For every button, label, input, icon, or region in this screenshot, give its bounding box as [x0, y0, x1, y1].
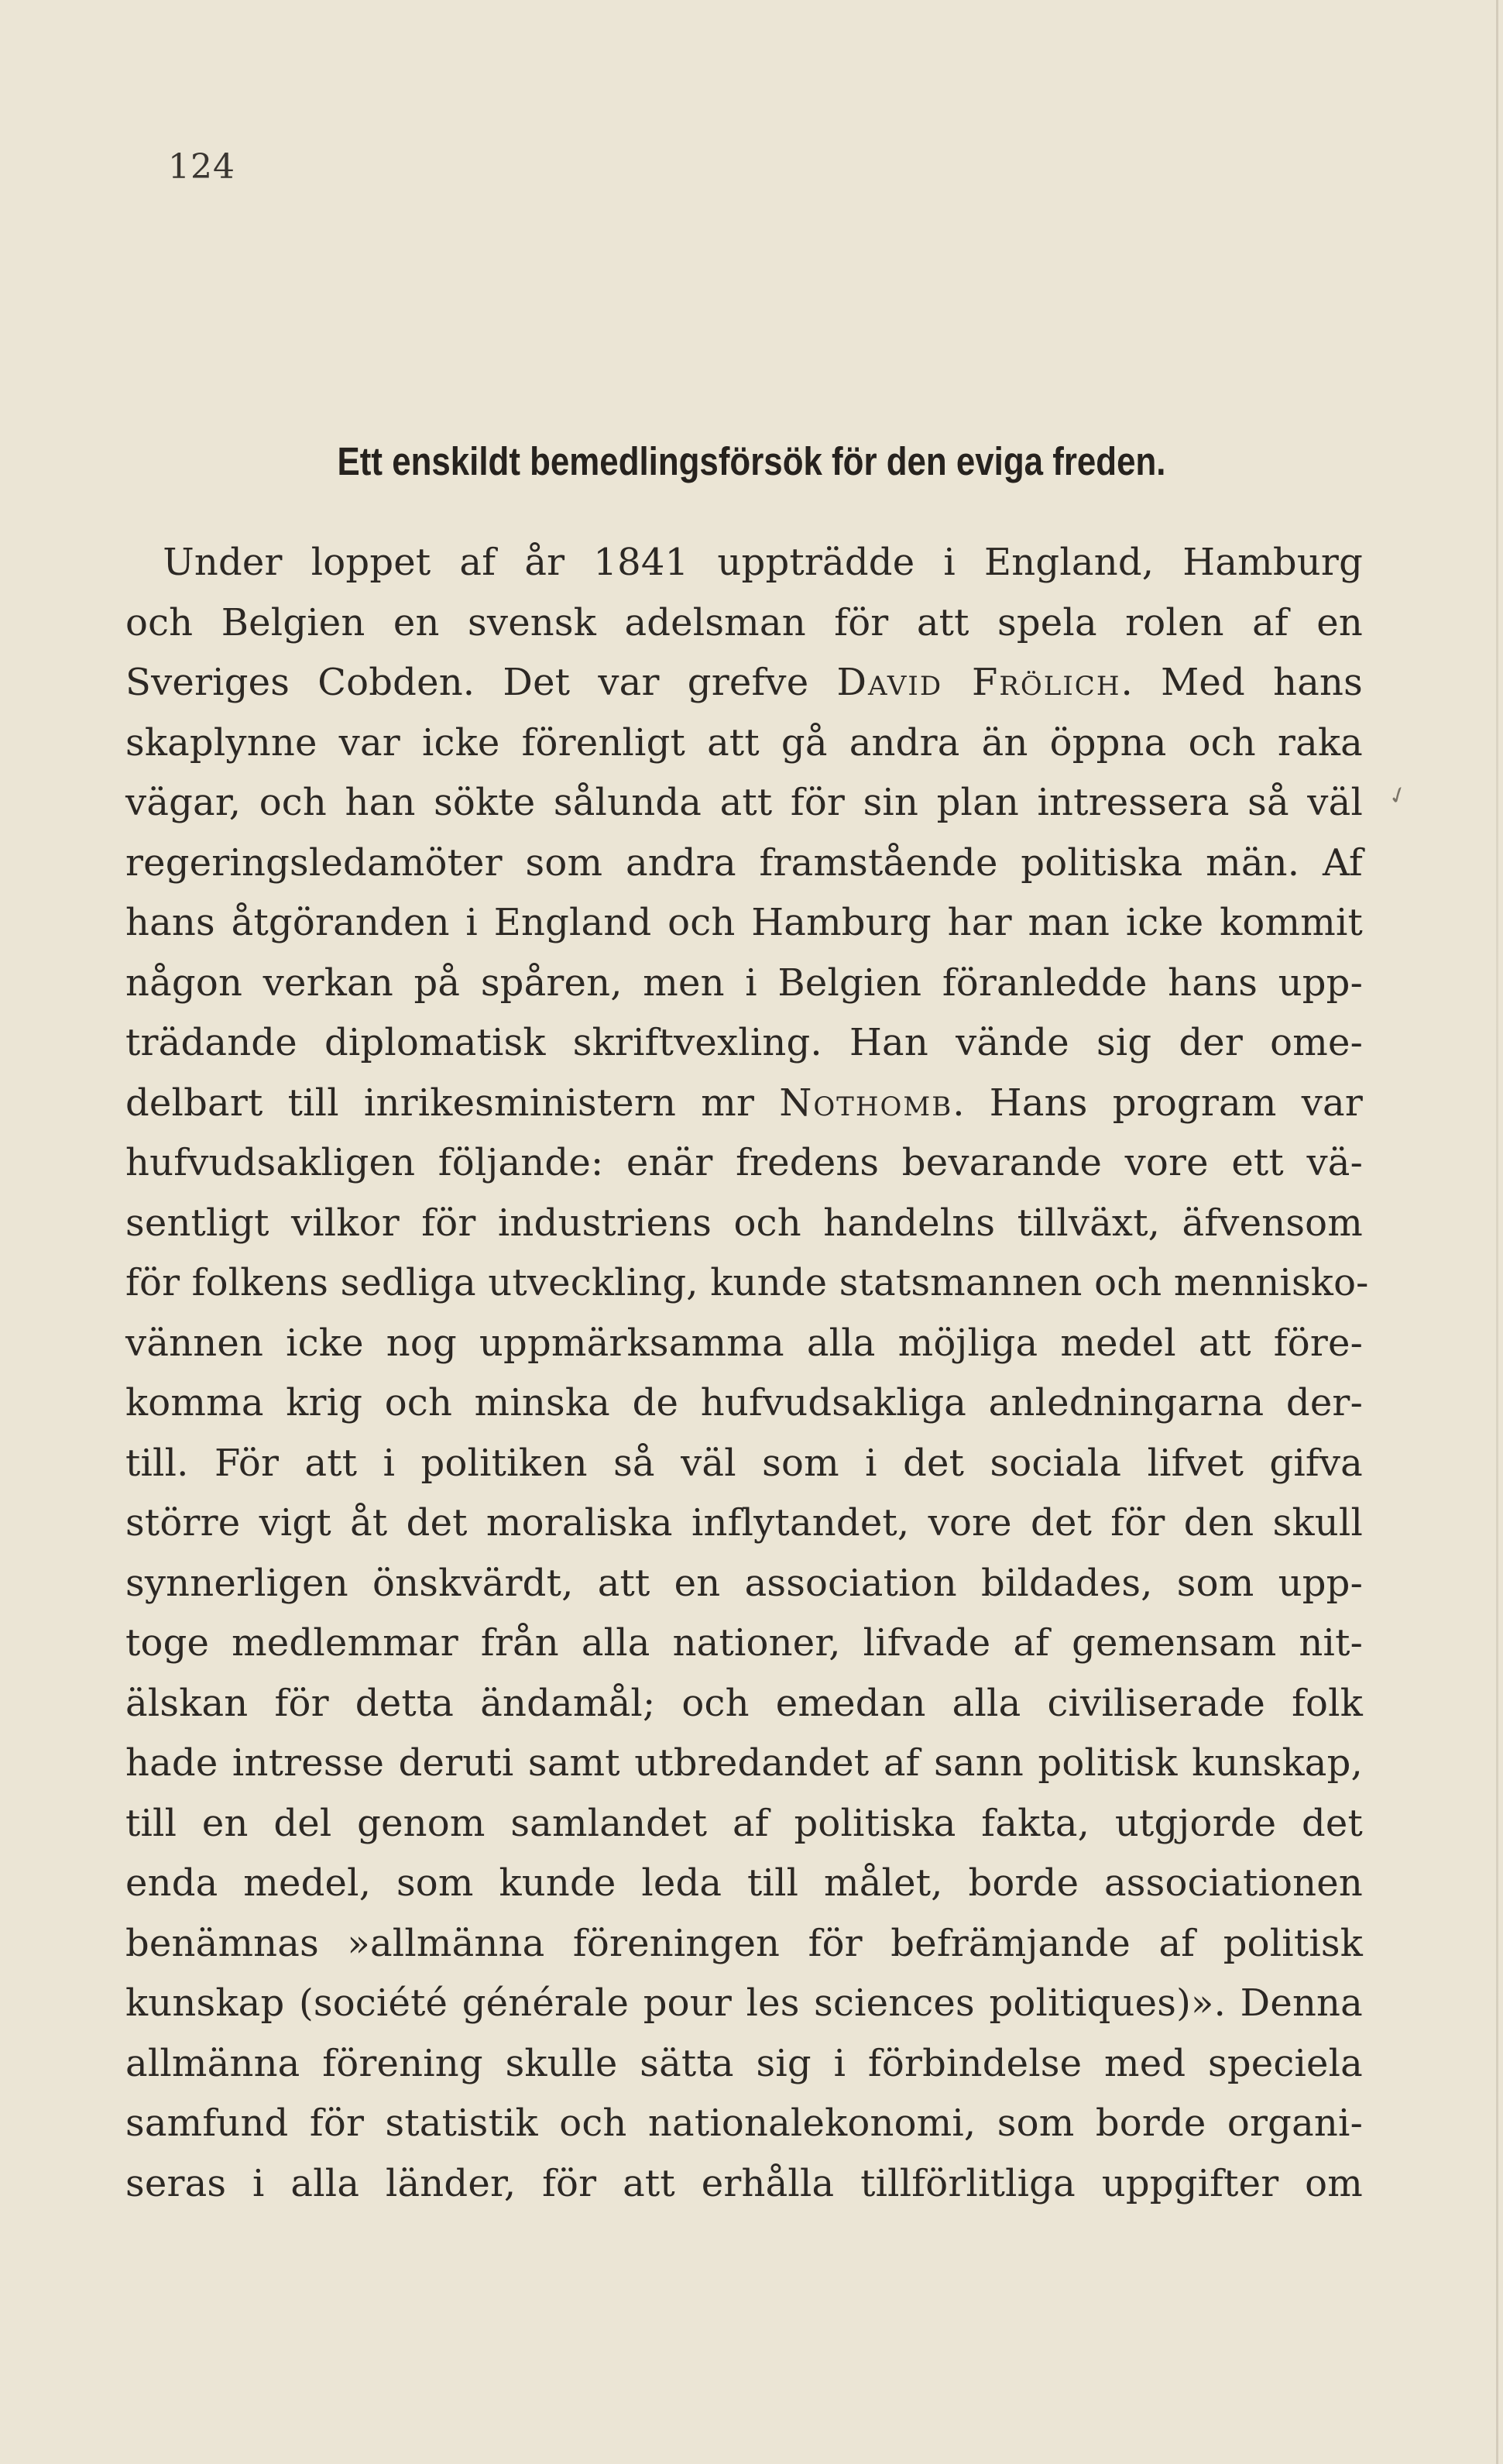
text-segment: vännen icke nog uppmärksamma alla möjliga medel att före- — [125, 1321, 1363, 1365]
text-segment: samfund för statistik och nationalekonomi, som borde organi- — [125, 2101, 1363, 2145]
text-segment: regeringsledamöter som andra framstående politiska män. Af — [125, 840, 1363, 885]
text-segment: större vigt åt det moraliska inflytandet, vore det för den skull — [125, 1501, 1363, 1545]
text-segment: . Med hans — [1120, 661, 1363, 704]
text-line — [125, 1613, 1363, 1674]
text-line — [125, 1674, 1363, 1734]
text-segment: till en del genom samlandet af politiska fakta, utgjorde det — [125, 1801, 1363, 1845]
text-line — [125, 954, 1363, 1014]
text-line — [125, 1013, 1363, 1074]
text-segment: allmänna förening skulle sätta sig i förbindelse med speciela — [125, 2041, 1363, 2085]
text-segment: för folkens sedliga utveckling, kunde statsmannen och mennisko- — [125, 1261, 1369, 1304]
text-segment: älskan för detta ändamål; och emedan alla civiliserade folk — [125, 1681, 1363, 1725]
small-caps-name: David Frölich — [836, 661, 1121, 704]
text-line — [125, 1194, 1363, 1254]
chapter-heading: Ett enskildt bemedlingsförsök för den eviga freden. — [337, 439, 1166, 483]
text-segment: hufvudsakligen följande: enär fredens bevarande vore ett vä- — [125, 1141, 1363, 1184]
text-segment: hade intresse deruti samt utbredandet af sann politisk kunskap, — [125, 1741, 1363, 1785]
text-line — [125, 1914, 1363, 1974]
text-segment: enda medel, som kunde leda till målet, borde associationen — [125, 1861, 1363, 1905]
small-caps-name: Nothomb — [779, 1081, 953, 1125]
text-line — [125, 833, 1363, 894]
text-line — [125, 1974, 1363, 2034]
text-segment: Sveriges Cobden. Det var grefve — [125, 661, 837, 704]
text-segment: trädande diplomatisk skriftvexling. Han vände sig der ome- — [125, 1021, 1363, 1064]
text-line — [125, 1854, 1363, 1914]
text-line — [125, 1373, 1363, 1434]
text-line — [125, 1734, 1363, 1794]
text-segment: kunskap (société générale pour les sciences politiques)». Denna — [125, 1981, 1363, 2025]
text-line — [125, 1493, 1363, 1554]
text-segment: seras i alla länder, för att erhålla tillförlitliga uppgifter om — [125, 2161, 1363, 2205]
text-line — [125, 533, 1363, 593]
text-segment: någon verkan på spåren, men i Belgien föranledde hans upp- — [125, 961, 1363, 1005]
text-line — [125, 1794, 1363, 1854]
text-line — [125, 773, 1363, 833]
text-line — [125, 2154, 1363, 2215]
text-segment: toge medlemmar från alla nationer, lifvade af gemensam nit- — [125, 1621, 1363, 1665]
text-segment: synnerligen önskvärdt, att en association bildades, som upp- — [125, 1561, 1363, 1605]
text-segment: komma krig och minska de hufvudsakliga anledningarna der- — [125, 1381, 1363, 1424]
text-line — [125, 1314, 1363, 1374]
text-segment: Under loppet af år 1841 uppträdde i England, Hamburg — [125, 541, 1363, 584]
text-segment: . Hans program var — [952, 1081, 1363, 1125]
text-line — [125, 1554, 1363, 1614]
text-line — [125, 1133, 1363, 1194]
text-line — [125, 1253, 1369, 1314]
text-line — [125, 593, 1363, 654]
text-line — [125, 1074, 1363, 1134]
text-segment: vägar, och han sökte sålunda att för sin plan intressera så väl — [125, 781, 1363, 824]
text-segment: sentligt vilkor för industriens och handelns tillväxt, äfvensom — [125, 1201, 1363, 1245]
text-line — [125, 2034, 1363, 2095]
text-segment: delbart till inrikesministern mr — [125, 1081, 780, 1125]
text-segment: och Belgien en svensk adelsman för att spela rolen af en — [125, 600, 1363, 644]
text-line — [125, 713, 1363, 774]
body-text — [125, 533, 1369, 2214]
text-segment: till. För att i politiken så väl som i det sociala lifvet gifva — [125, 1441, 1363, 1485]
text-line — [125, 2094, 1363, 2154]
text-line — [125, 893, 1363, 954]
text-line — [125, 653, 1363, 713]
page-edge-shadow — [1496, 0, 1498, 2464]
margin-tick-mark: ✓ — [1384, 779, 1412, 813]
text-segment: skaplynne var icke förenligt att gå andra än öppna och raka — [125, 720, 1363, 765]
text-line — [125, 1434, 1363, 1494]
text-segment: benämnas »allmänna föreningen för befrämjande af politisk — [125, 1921, 1363, 1965]
page-number: 124 — [168, 147, 235, 187]
text-segment: hans åtgöranden i England och Hamburg har man icke kommit — [125, 901, 1363, 944]
